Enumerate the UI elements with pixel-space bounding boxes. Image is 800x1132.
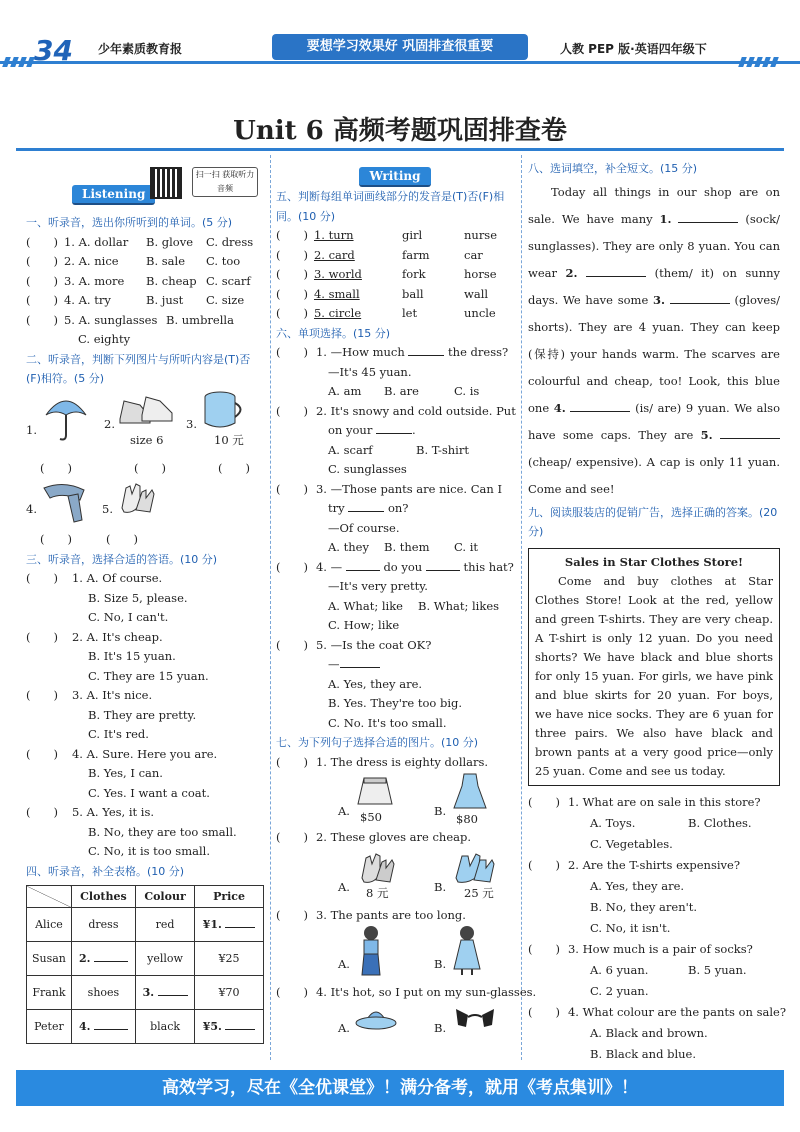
answer-blank[interactable] <box>225 1018 255 1030</box>
section-title: 七、为下列句子选择合适的图片。(10 分) <box>276 736 479 749</box>
question-row: ( ) 2. A. nice B. sale C. too <box>26 254 241 268</box>
sunglasses-icon <box>454 1005 496 1033</box>
answer-blank[interactable] <box>225 916 255 928</box>
section-title: 一、听录音，选出你所听到的单词。(5 分) <box>26 216 233 229</box>
question-row: ( ) 3. —Those pants are nice. Can I <box>276 481 502 496</box>
question-row: ( ) 3. world fork horse <box>276 267 497 281</box>
question-row: ( ) 4. — do you this hat? <box>276 559 514 574</box>
listening-column: Listening 扫一扫 获取听力音频 一、听录音，选出你所听到的单词。(5 分) ( ) 1. A. dollar B. glove C. dress ( ) 2. A. nice B. sale C. too ( ) 3. A. more B. cheap C. scarf ( ) 4. A. try B. just C. size ( ) 5. A. sunglasses B. umbrella C. eighty 二、听录音，判断下列图片与所听内容是(T)否(F)相符。(5 分) 1. 2. size 6 3. 10 元 ( ) ( ) ( ) 4. 5. ( ) ( ) 三、听录音，选择合适的答语。(10 分) ( ) 1. A. Of course. B. Size 5, please. C. No, I can't. ( ) 2. A. It's cheap. B. It's 15 yuan. C. They are 15 yuan. ( ) 3. A. It's nice. B. They are pretty. C. It's red. ( ) 4. A. Sure. Here you are. B. Yes, I can. C. Yes. I want a coat. ( ) 5. A. Yes, it is. B. No, they are too small. C. No, it is too small. 四、听录音，补全表格。(10 分) Clothes Colour Price Alice dress red ¥1. Susan 2. yellow ¥25 Frank shoes 3. ¥70 Peter 4. black ¥5. <box>26 155 264 1044</box>
newspaper-name: 少年素质教育报 <box>98 42 183 56</box>
question-row: ( ) 5. A. sunglasses B. umbrella <box>26 312 234 327</box>
question-row: ( ) 1. A. dollar B. glove C. dress <box>26 234 254 249</box>
section-title: 二、听录音，判断下列图片与所听内容是(T)否(F)相符。(5 分) <box>26 352 251 385</box>
question-row: ( ) 1. A. Of course. <box>26 571 163 585</box>
question-row: ( ) 3. The pants are too long. <box>276 907 466 922</box>
question-row: ( ) 2. These gloves are cheap. <box>276 830 472 844</box>
answer-blank[interactable] <box>94 1018 128 1030</box>
page-header <box>0 34 800 74</box>
column-divider <box>521 155 522 1060</box>
question-row: ( ) 5. A. Yes, it is. <box>26 805 155 819</box>
question-row: ( ) 2. card farm car <box>276 247 483 262</box>
question-row: ( ) 3. A. more B. cheap C. scarf <box>26 273 251 288</box>
page-number: 34 <box>34 34 73 67</box>
reading-column: 八、选词填空，补全短文。(15 分) Today all things in our shop are on sale. We have many 1. (sock/ sunglasses). They are only 8 yuan. You can wear 2. (them/ it) on sunny days. We have some 3. (gloves/ shorts). They are 4 yuan. They can keep (保持) your hands warm. The scarves are colourful and cheap, too! Look, this blue one 4. (is/ are) 9 yuan. We also have some caps. They are 5. (cheap/ expensive). A cap is only 11 yuan. Come and see! 九、阅读服装店的促销广告，选择正确的答案。(20 分) Sales in Star Clothes Store! Come and buy clothes at Star Clothes Store! Look at the red, yellow and green T-shirts. They are very cheap. A T-shirt is only 12 yuan. Do you need shorts? We have black and blue shorts for only 15 yuan. For girls, we have pink and blue skirts for 20 yuan. For boys, we have nice socks. They are 6 yuan for three pairs. We also have black and brown pants at a very good price—only 25 yuan. Come and see us today. ( ) 1. What are on sale in this store? A. Toys. B. Clothes. C. Vegetables. ( ) 2. Are the T-shirts expensive? A. Yes, they are. B. No, they aren't. C. No, it isn't. ( ) 3. How much is a pair of socks? A. 6 yuan. B. 5 yuan. C. 2 yuan. ( ) 4. What colour are the pants on sale? A. Black and brown. B. Black and blue. <box>528 155 780 1086</box>
question-row: ( ) 4. A. Sure. Here you are. <box>26 746 218 761</box>
girl-dress-icon <box>452 925 482 977</box>
section-title: 三、听录音，选择合适的答语。(10 分) <box>26 552 218 566</box>
writing-badge: Writing <box>359 167 430 187</box>
question-row: ( ) 5. circle let uncle <box>276 306 496 320</box>
advert-title: Sales in Star Clothes Store! <box>564 554 744 569</box>
answer-blank[interactable] <box>158 984 188 996</box>
question-row: ( ) 2. It's snowy and cold outside. Put <box>276 403 516 418</box>
header-rule <box>0 61 800 64</box>
answer-blank[interactable] <box>94 950 128 962</box>
answer-blank[interactable] <box>586 265 646 277</box>
answer-blank[interactable] <box>678 211 738 223</box>
advert-text: Come and buy clothes at Star Clothes Store! Look at the red, yellow and green T-shirts. They are very cheap. A T-shirt is only 12 yuan. Do you need shorts? We have black and blue shorts for only 15 yuan. For girls, we have pink and blue skirts for 20 yuan. For boys, we have nice socks. They are 6 yuan for three pairs. We also have black and brown pants at a very good price—only 25 yuan. Come and see us today. <box>535 573 773 778</box>
header-slogan: 要想学习效果好 巩固排查很重要 <box>272 34 528 60</box>
dress-icon <box>452 772 488 812</box>
question-row: ( ) 1. What are on sale in this store? <box>528 794 761 809</box>
title-rule <box>16 148 784 151</box>
question-row: ( ) 4. small ball wall <box>276 286 489 301</box>
qr-code-icon[interactable] <box>150 167 182 199</box>
question-row: ( ) 5. —Is the coat OK? <box>276 637 432 652</box>
scarf-icon <box>40 480 90 524</box>
umbrella-icon <box>44 393 88 443</box>
answer-blank[interactable] <box>720 427 780 439</box>
writing-column: Writing 五、判断每组单词画线部分的发音是(T)否(F)相同。(10 分) ( ) 1. turn girl nurse ( ) 2. card farm car ( ) 3. world fork horse ( ) 4. small ball wall ( ) 5. circle let uncle 六、单项选择。(15 分) ( ) 1. —How much the dress? —It's 45 yuan. A. am B. are C. is ( ) 2. It's snowy and cold outside. Put on your . A. scarf B. T-shirt C. sunglasses ( ) 3. —Those pants are nice. Can I try on? —Of course. A. they B. them C. it ( ) 4. — do you this hat? —It's very pretty. A. What; like B. What; likes C. How; like ( ) 5. —Is the coat OK? — A. Yes, they are. B. Yes. They're too big. C. No. It's too small. 七、为下列句子选择合适的图片。(10 分) ( ) 1. The dress is eighty dollars. A. $50 B. $80 ( ) 2. These gloves are cheap. A. 8 元 B. 25 元 ( ) 3. The pants are too long. A. B. ( ) 4. It's hot, so I put on my sun-glasses. A. B. <box>276 169 537 1035</box>
question-row: ( ) 1. turn girl nurse <box>276 228 498 242</box>
answer-blank[interactable] <box>570 400 630 412</box>
answer-blank[interactable] <box>340 656 380 668</box>
section-title: 六、单项选择。(15 分) <box>276 326 391 340</box>
answer-blank[interactable] <box>348 500 384 512</box>
gloves-icon <box>116 478 156 518</box>
edition-label: 人教 PEP 版·英语四年级下 <box>560 42 707 56</box>
question-row: ( ) 2. A. It's cheap. <box>26 629 163 644</box>
gloves-icon <box>356 848 396 884</box>
answer-blank[interactable] <box>670 292 730 304</box>
section-title: 四、听录音，补全表格。(10 分) <box>26 864 185 878</box>
question-row: ( ) 1. The dress is eighty dollars. <box>276 754 489 769</box>
footer-banner: 高效学习，尽在《全优课堂》！满分备考，就用《考点集训》！ <box>16 1070 784 1106</box>
question-row: ( ) 4. A. try B. just C. size <box>26 293 245 307</box>
gloves-icon <box>452 848 496 884</box>
question-row: ( ) 3. A. It's nice. <box>26 688 153 702</box>
question-row: ( ) 2. Are the T-shirts expensive? <box>528 857 741 872</box>
section-title: 八、选词填空，补全短文。(15 分) <box>528 162 698 175</box>
header-stripes-right <box>740 57 777 67</box>
answer-blank[interactable] <box>346 559 380 571</box>
question-row: ( ) 3. How much is a pair of socks? <box>528 941 753 956</box>
page-title: Unit 6 高频考题巩固排查卷 <box>233 116 567 146</box>
question-row: ( ) 4. It's hot, so I put on my sun-glasses. <box>276 985 537 999</box>
cloze-passage: Today all things in our shop are on sale. We have many 1. (sock/ sunglasses). They are only 8 yuan. You can wear 2. (them/ it) on sunny days. We have some 3. (gloves/ shorts). They are 4 yuan. They can keep (保持) your hands warm. The scarves are colourful and cheap, too! Look, this blue one 4. (is/ are) 9 yuan. We also have some caps. They are 5. (cheap/ expensive). A cap is only 11 yuan. Come and see! <box>528 184 781 496</box>
section-title: 九、阅读服装店的促销广告，选择正确的答案。(20 分) <box>528 505 778 538</box>
scan-hint: 扫一扫 获取听力音频 <box>192 167 258 197</box>
answer-blank[interactable] <box>426 559 460 571</box>
question-row: ( ) 4. What colour are the pants on sale? <box>528 1004 786 1019</box>
skirt-icon <box>356 774 394 808</box>
picture-row: 4. 5. <box>26 478 264 530</box>
picture-row: 1. 2. size 6 3. 10 元 <box>26 389 264 459</box>
column-divider <box>270 155 271 1060</box>
section-title: 五、判断每组单词画线部分的发音是(T)否(F)相同。(10 分) <box>276 190 505 223</box>
boy-long-pants-icon <box>356 925 386 977</box>
listening-badge: Listening <box>72 185 155 205</box>
sun-hat-icon <box>354 1005 398 1033</box>
sneakers-icon <box>116 391 176 427</box>
answer-blank[interactable] <box>376 422 412 434</box>
question-row: ( ) 1. —How much the dress? <box>276 345 509 359</box>
header-stripes-left <box>4 57 33 67</box>
answer-blank[interactable] <box>408 344 444 356</box>
cup-icon <box>202 391 246 429</box>
fill-table: Clothes Colour Price Alice dress red ¥1. Susan 2. yellow ¥25 Frank shoes 3. ¥70 Peter 4. black ¥5. <box>26 885 264 1044</box>
sales-advert <box>528 548 780 786</box>
